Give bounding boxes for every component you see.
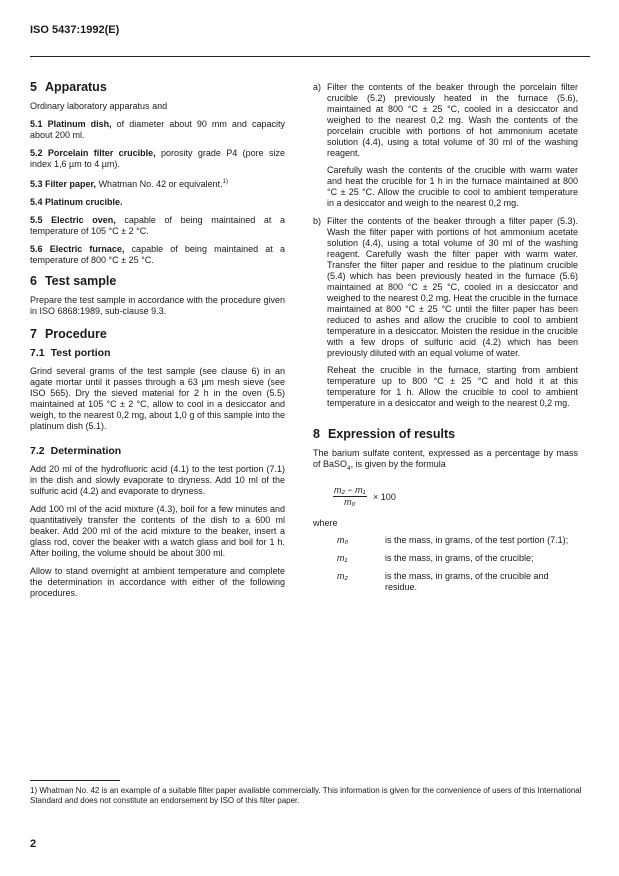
clause-5-6: 5.6 Electric furnace, capable of being maintained at a temperature of 800 °C ± 25 °C. [30,244,285,265]
symbol: m₂ [337,570,348,581]
symbol: m₁ [337,552,348,563]
formula-denominator: m₀ [344,496,356,507]
definition-text: is the mass, in grams, of the test portion (7.1); [385,534,569,545]
procedure-a-marker: a) [313,82,322,92]
header-rule [30,56,590,57]
procedure-a-p1: Filter the contents of the beaker through the porcelain filter crucible (5.2) previously heated in the furnace (5.6), maintained at 800 °C ± 25 °C, cooled in a desiccator and weighed to the nearest 0,2 mg. Wash the contents of the porcelain crucible with portions of hot ammonium acetate solution (4.4), using a total volume of 30 ml of the washing reagent. [327,82,578,158]
procedure-a-p2: Carefully wash the contents of the crucible with warm water and heat the crucible for 1 h in the furnace maintained at 800 °C ± 25 °C. Allow the crucible to cool to ambient temperature in a desiccator and weigh to the nearest 0,2 mg. [327,165,578,208]
procedure-b-p1: Filter the contents of the beaker through a filter paper (5.3). Wash the filter paper with portions of hot ammonium acetate solution (4.4), using a total volume of 30 ml of the washing reagent. Carefully wash the filter paper with warm water. Transfer the filter paper and residue to the platinum crucible (5.4) which has been previously heated in the furnace (5.6) maintained at 800 °C ± 25 °C, cooled in a desiccator and weighed to the nearest 0,2 mg. Heat the crucible in the furnace maintained at 800 °C ± 25 °C until the filter paper has been reduced to ashes and allow the crucible to cool to ambient temperature in a desiccator. Moisten the residue in the crucible with a few drops of sulfuric acid (4.2) which has been previously diluted with an equal volume of water. [327,216,578,358]
definition-text: is the mass, in grams, of the crucible; [385,552,534,563]
section-8-intro: The barium sulfate content, expressed as a percentage by mass of BaSO$_4$, is given by the formula [313,448,578,472]
clause-7-2-p3: Allow to stand overnight at ambient temperature and complete the determination in accordance with either of the following procedures. [30,566,285,598]
section-5-heading: 5 Apparatus [30,80,107,94]
section-6-text: Prepare the test sample in accordance with the procedure given in ISO 6868:1989, sub-clause 9.3. [30,295,285,316]
definition-row [313,535,578,553]
definition-row [313,553,578,571]
clause-5-2: 5.2 Porcelain filter crucible, porosity grade P4 (pore size index 1,6 µm to 4 µm). [30,148,285,169]
section-8-heading: 8 Expression of results [313,427,456,441]
clause-7-2-p2: Add 100 ml of the acid mixture (4.3), boil for a few minutes and quantitatively transfer the contents of the dish to a 600 ml beaker. Add 200 ml of the acid mixture to the beaker, insert a glass rod, cover the beaker with a watch glass and boil for 1 h. After boiling, the volume should be about 300 ml. [30,504,285,558]
procedure-b-p2: Reheat the crucible in the furnace, starting from ambient temperature up to 800 °C ± 25 °C and hold it at this temperature for 1 h. Allow the crucible to cool to ambient temperature in a desiccator and weigh to the nearest 0,2 mg. [327,365,578,408]
formula [313,481,578,514]
clause-5-3: 5.3 Filter paper, Whatman No. 42 or equivalent.$^{1)}$ [30,179,228,189]
clause-7-2-p1: Add 20 ml of the hydrofluoric acid (4.1) to the test portion (7.1) in the dish and slowly evaporate to dryness. Add 10 ml of the sulfuric acid (4.2) and evaporate to dryness. [30,464,285,496]
formula-multiplier: × 100 [373,491,396,502]
definition-row [313,571,578,600]
formula-numerator: m₂ − m₁ [334,484,366,495]
section-7-heading: 7 Procedure [30,327,107,341]
footnote: 1) Whatman No. 42 is an example of a suitable filter paper available commercially. This information is given for the convenience of users of this International Standard and does not constitute an endorsement by ISO of this filter paper. [30,786,582,805]
procedure-b [313,216,578,409]
right-column [313,82,578,600]
section-6-heading: 6 Test sample [30,274,117,288]
symbol: m₀ [337,534,349,545]
page-number: 2 [30,838,37,850]
clause-7-1-text: Grind several grams of the test sample (see clause 6) in an agate mortar until it passes through a 63 µm mesh sieve (see ISO 565). Dry the sieved material for 2 h in the oven (5.5) maintained at 105 °C ± 2 °C, allow to cool in a desiccator and weigh, to the nearest 0,2 mg, about 1,0 g of this sample into the platinum dish (5.1). [30,366,285,431]
section-5-intro: Ordinary laboratory apparatus and [30,101,168,111]
clause-7-1-heading: 7.1 Test portion [30,347,111,359]
clause-5-4: 5.4 Platinum crucible. [30,197,123,207]
clause-7-2-heading: 7.2 Determination [30,445,122,457]
clause-5-1: 5.1 Platinum dish, of diameter about 90 mm and capacity about 200 ml. [30,119,285,140]
where-label: where [313,517,338,528]
procedure-b-marker: b) [313,216,322,226]
left-column [30,82,285,606]
definition-text: is the mass, in grams, of the crucible and residue. [385,570,549,592]
footnote-rule [30,780,120,781]
clause-5-5: 5.5 Electric oven, capable of being maintained at a temperature of 105 °C ± 2 °C. [30,215,285,236]
procedure-a [313,82,578,209]
standard-id: ISO 5437:1992(E) [30,24,120,36]
symbol-definitions [313,535,578,600]
